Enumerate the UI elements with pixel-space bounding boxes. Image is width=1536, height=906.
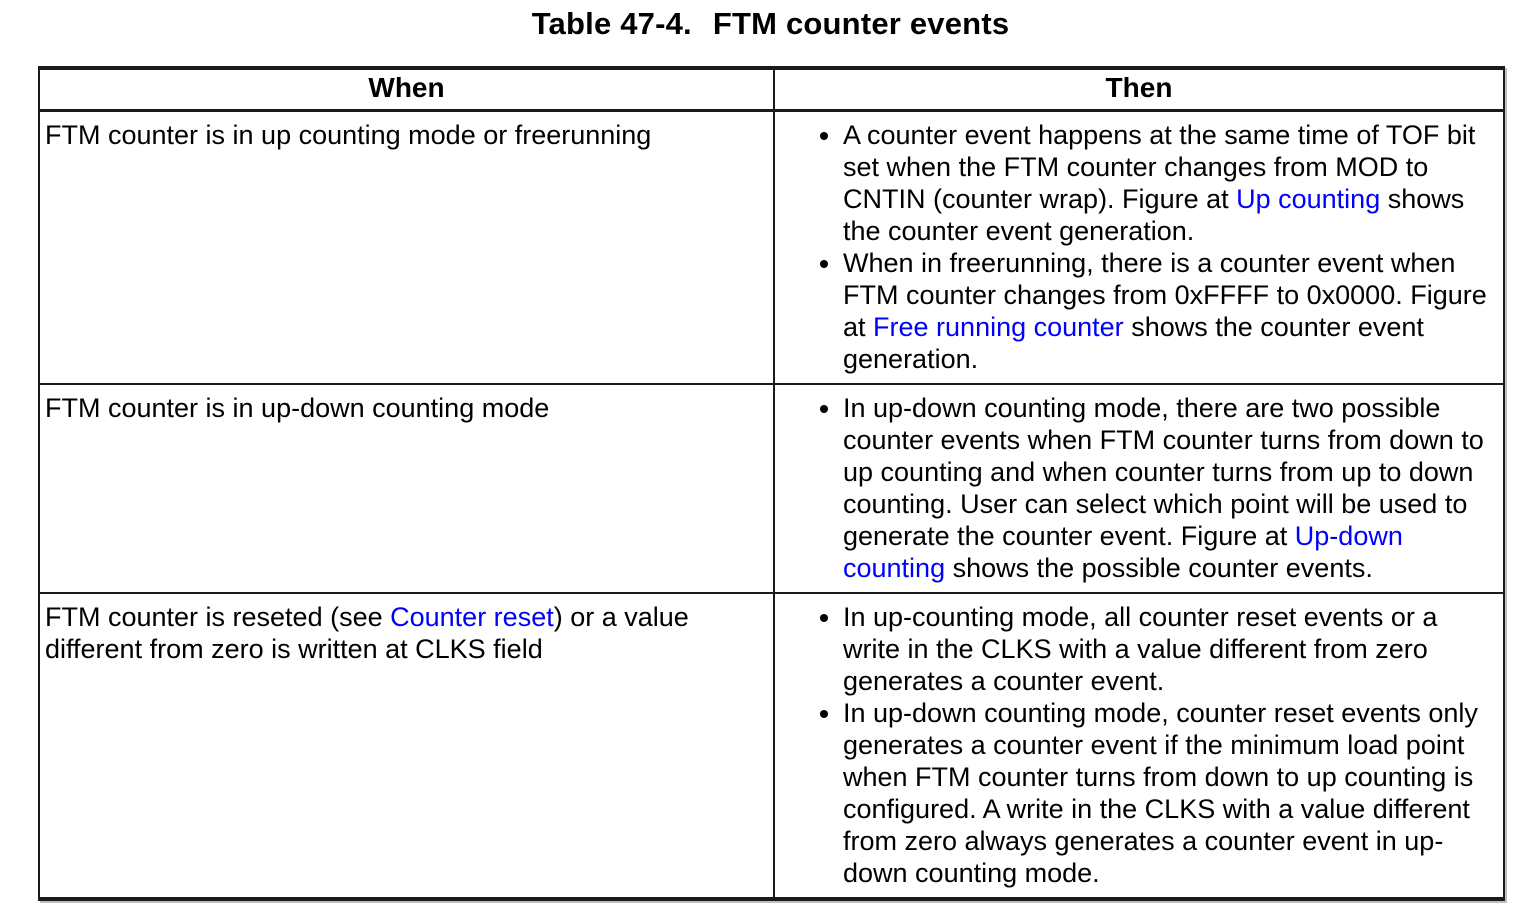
link-counter-reset[interactable]: Counter reset <box>390 601 554 632</box>
bullet-item <box>843 601 1493 697</box>
text-run: In up-down counting mode, counter reset events only generates a counter event if the minimum load point when FTM counter turns from down to up counting is configured. A write in the CLKS with a value different from zero always generates a counter event in up-down counting mode. <box>843 697 1478 888</box>
text-run: A counter event happens at the same time of TOF bit set when the FTM counter changes from MOD to CNTIN (counter wrap). Figure at <box>843 119 1476 214</box>
text-run: FTM counter is in up counting mode or freerunning <box>45 119 652 150</box>
then-cell <box>774 110 1504 384</box>
bullet-item <box>843 247 1493 375</box>
when-cell <box>39 110 774 384</box>
link-free-running-counter[interactable]: Free running counter <box>873 311 1124 342</box>
text-run: FTM counter is reseted (see <box>45 601 391 632</box>
bullet-item <box>843 119 1493 247</box>
text-run: shows the counter event generation. <box>843 311 1424 374</box>
text-run: shows the counter event generation. <box>843 183 1465 246</box>
table-title <box>38 6 1503 42</box>
then-cell <box>774 384 1504 593</box>
text-run: FTM counter is in up-down counting mode <box>45 392 550 423</box>
table-row <box>39 384 1504 593</box>
table-title-text: FTM counter events <box>712 6 1010 41</box>
link-up-down-counting[interactable]: Up-down counting <box>843 520 1403 583</box>
text-run: In up-counting mode, all counter reset events or a write in the CLKS with a value different from zero generates a counter event. <box>843 601 1438 696</box>
text-run: shows the possible counter events. <box>945 552 1373 583</box>
then-column-header: Then <box>774 68 1504 110</box>
bullet-list <box>775 601 1493 889</box>
table-number: Table 47-4. <box>531 6 692 41</box>
bullet-list <box>775 392 1493 584</box>
bullet-item <box>843 697 1493 889</box>
header-row <box>39 68 1504 110</box>
bullet-list <box>775 119 1493 375</box>
text-run: ) or a value different from zero is written at CLKS field <box>45 601 689 664</box>
ftm-counter-events-table <box>38 66 1505 901</box>
bullet-item <box>843 392 1493 584</box>
text-run: When in freerunning, there is a counter event when FTM counter changes from 0xFFFF to 0x0000. Figure at <box>843 247 1487 342</box>
table-row <box>39 110 1504 384</box>
table-body <box>39 110 1504 899</box>
text-run: In up-down counting mode, there are two possible counter events when FTM counter turns from down to up counting and when counter turns from up to down counting. User can select which point will be used to generate the counter event. Figure at <box>843 392 1484 551</box>
when-cell <box>39 593 774 899</box>
table-row <box>39 593 1504 899</box>
when-column-header: When <box>39 68 774 110</box>
when-cell <box>39 384 774 593</box>
link-up-counting[interactable]: Up counting <box>1236 183 1381 214</box>
then-cell <box>774 593 1504 899</box>
